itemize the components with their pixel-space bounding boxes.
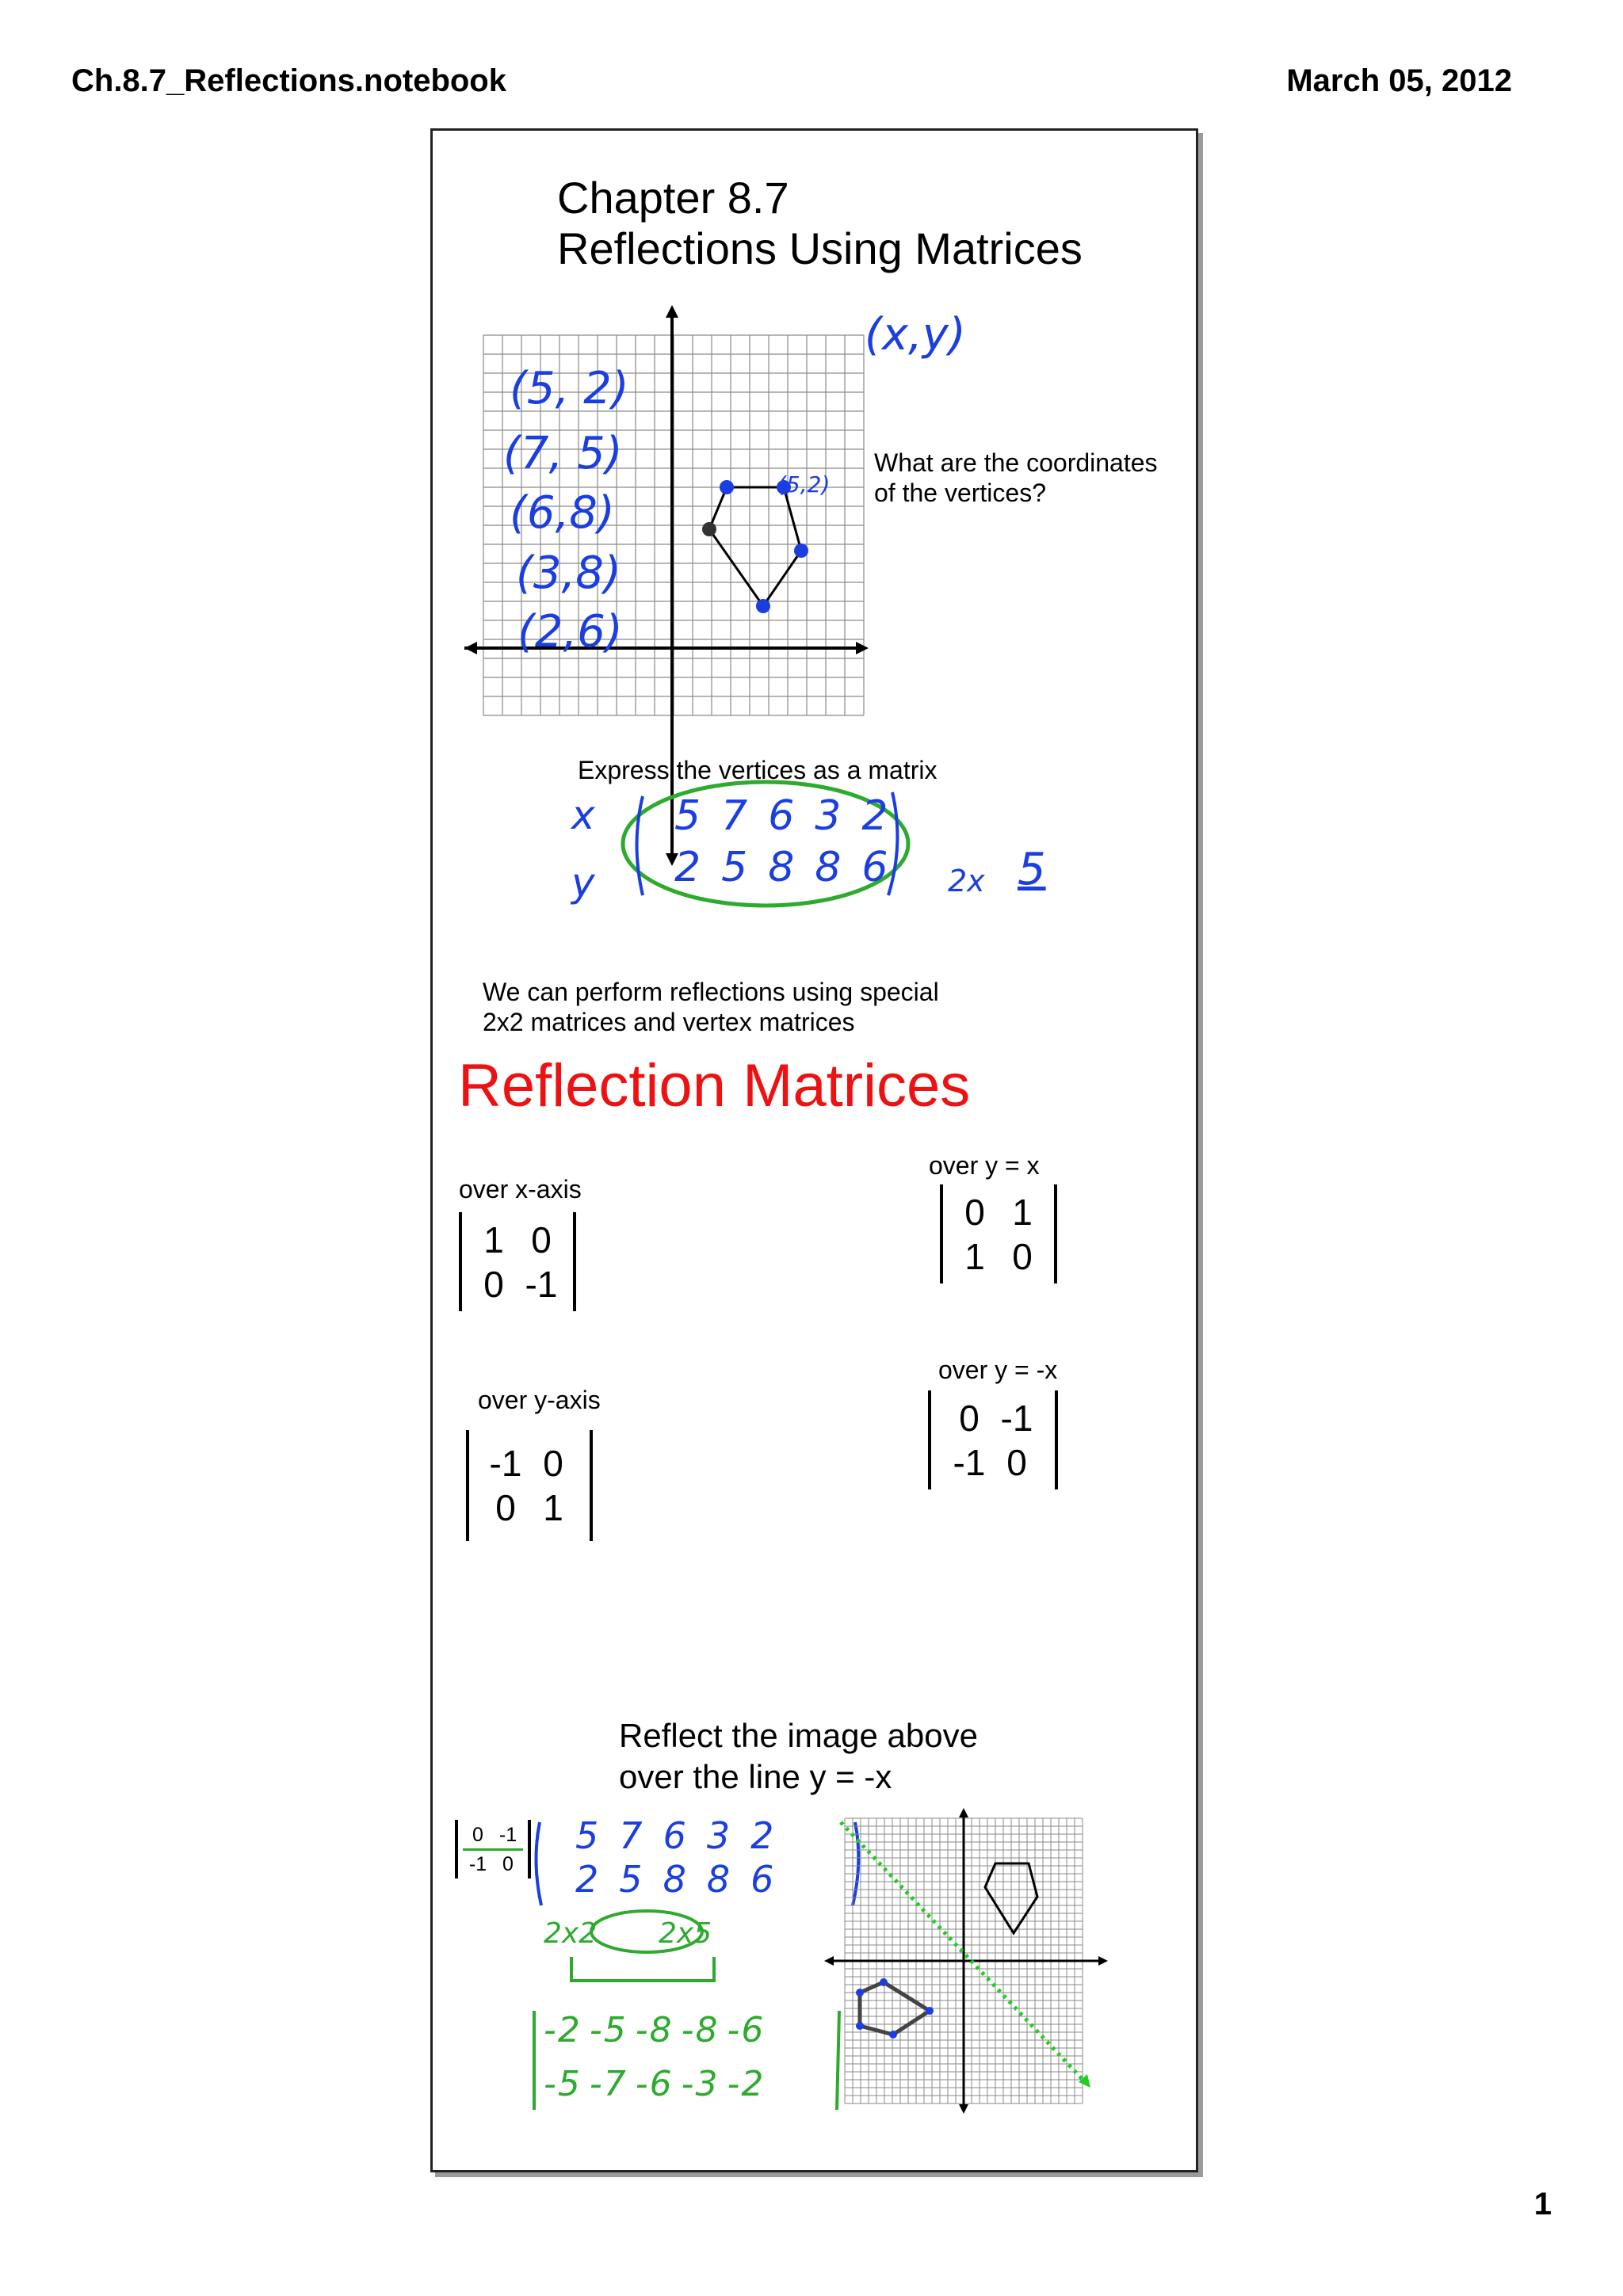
x-axis-arrow-right [1098,1956,1108,1966]
hw-matrix-entry: 3 [706,1814,735,1857]
small-reflection-matrix [455,1820,531,1878]
matrix-cell: 0 [1006,1441,1027,1483]
hw-xy-label: (x,y) [865,309,966,360]
matrix-over-y-eq-neg-x [928,1390,1058,1489]
label-over-y-eq-neg-x: over y = -x [938,1356,1058,1384]
hw-matrix-entry: 2 [674,844,705,891]
express-vertices-prompt: Express the vertices as a matrix [578,756,938,784]
matrix-cell: -1 [493,1821,523,1851]
matrix-cell: -1 [953,1441,986,1483]
chapter-title: Chapter 8.7 [557,173,789,223]
vertex-point [702,522,716,536]
perform-text-line-1: We can perform reflections using special [483,978,939,1006]
vertex-point [756,599,770,613]
vertex-point [926,2007,934,2015]
vertex-point [889,2031,897,2039]
hw-matrix-entry: 8 [815,844,845,891]
matrix-cell: -1 [468,1852,487,1875]
hw-dimension-5: 5 [1018,844,1046,895]
matrix-cell: 0 [463,1821,493,1851]
hw-matrix-entry: 5 [721,844,751,891]
matrix-cell: -1 [489,1443,522,1484]
matrix-cell: 0 [483,1263,504,1305]
hw-result-matrix-row-2 [544,2064,773,2104]
perform-text-line-2: 2x2 matrices and vertex matrices [483,1008,855,1036]
y-axis-arrow-up [666,305,678,318]
matrix-cell: -1 [1000,1397,1033,1439]
hw-vertex-entry: (5, 2) [510,363,629,414]
hw-matrix-entry: 5 [674,792,705,840]
hw-matrix-entry: 2 [575,1858,604,1901]
matrix-cell: 0 [1012,1235,1033,1277]
hw-matrix-entry: 7 [619,1814,647,1857]
x-axis-arrow-right [856,642,869,654]
hw-matrix-entry: 6 [768,792,798,840]
vertex-point [880,1978,888,1986]
hw-vertex-matrix-row-y [674,844,908,891]
matrix-over-x-axis [459,1212,576,1311]
hw-matrix-entry: -8 [681,2010,720,2050]
hw-matrix-entry: 5 [619,1858,647,1901]
matrix-cell: 1 [483,1219,504,1261]
matrix-cell: 0 [964,1191,985,1233]
x-axis-arrow-left [464,642,477,654]
hw-matrix-entry: 6 [861,844,892,891]
x-axis-arrow-left [824,1956,834,1966]
reflect-prompt-line-1: Reflect the image above [619,1717,978,1754]
hw-bottom-matrix-row-1 [575,1814,794,1857]
hw-result-matrix-row-1 [544,2010,773,2050]
matrix-cell: 1 [1012,1191,1033,1233]
hw-row-label-x: x [571,792,595,838]
hw-vertex-entry: (7, 5) [503,428,623,479]
matrix-cell: 1 [964,1235,985,1277]
hw-matrix-entry: -6 [727,2010,766,2050]
page-number: 1 [1533,2187,1552,2222]
matrix-over-y-axis [466,1430,593,1541]
hw-dimension: 2x [948,864,985,898]
matrix-cell: 0 [531,1219,552,1261]
hw-matrix-entry: -2 [727,2064,766,2104]
matrix-cell: 0 [959,1397,980,1439]
vertex-point [720,480,734,494]
hw-matrix-entry: -2 [544,2010,582,2050]
hw-matrix-entry: 5 [575,1814,604,1857]
label-over-y-eq-x: over y = x [929,1151,1040,1180]
notebook-date: March 05, 2012 [1286,63,1512,98]
label-over-y-axis: over y-axis [478,1386,601,1414]
hw-row-label-y: y [571,860,595,906]
label-over-x-axis: over x-axis [459,1175,582,1203]
hw-matrix-entry: 8 [768,844,798,891]
vertex-point [856,2022,864,2030]
hw-matrix-entry: 3 [815,792,845,840]
hw-bottom-matrix-row-2 [575,1858,794,1901]
hw-matrix-entry: -5 [589,2010,628,2050]
hw-dims-note-a: 2x2 [544,1917,598,1950]
hw-vertex-entry: (2,6) [517,606,623,658]
hw-matrix-entry: 6 [663,1814,691,1857]
lesson-title: Reflections Using Matrices [557,223,1083,273]
hw-dims-note-b: 2x5 [659,1917,712,1950]
reflection-matrices-heading: Reflection Matrices [458,1052,971,1119]
question-line-2: of the vertices? [874,479,1046,507]
notebook-filename: Ch.8.7_Reflections.notebook [71,63,506,98]
hw-matrix-entry: 8 [706,1858,735,1901]
hw-matrix-entry: -6 [635,2064,674,2104]
hw-matrix-entry: -8 [635,2010,674,2050]
hw-matrix-entry: 6 [750,1858,779,1901]
hw-matrix-entry: -7 [589,2064,628,2104]
matrix-cell: 0 [495,1487,516,1528]
matrix-cell: 1 [543,1487,563,1528]
matrix-cell: 0 [502,1852,514,1875]
hw-matrix-entry: 8 [663,1858,691,1901]
vertex-point [856,1989,864,1997]
hw-matrix-entry: 2 [861,792,892,840]
matrix-cell: -1 [525,1263,558,1305]
hw-matrix-entry: 2 [750,1814,779,1857]
hw-matrix-entry: -3 [681,2064,720,2104]
hw-vertex-matrix-row-x [674,792,908,840]
hw-matrix-entry: 7 [721,792,751,840]
y-axis-arrow-up [959,1808,968,1817]
hw-matrix-entry: -5 [544,2064,582,2104]
y-axis-arrow-down [959,2104,968,2114]
hw-vertex-entry: (3,8) [516,547,621,599]
vertex-point [794,543,808,558]
reflect-prompt-line-2: over the line y = -x [619,1758,892,1795]
matrix-cell: 0 [543,1443,563,1484]
notebook-page-card [430,128,1198,2172]
question-line-1: What are the coordinates [874,448,1158,477]
hw-vertex-label: (5,2) [777,471,831,498]
coordinate-grid-bottom [829,1814,1098,2115]
hw-vertex-entry: (6,8) [510,487,615,539]
matrix-over-y-eq-x [940,1184,1057,1283]
